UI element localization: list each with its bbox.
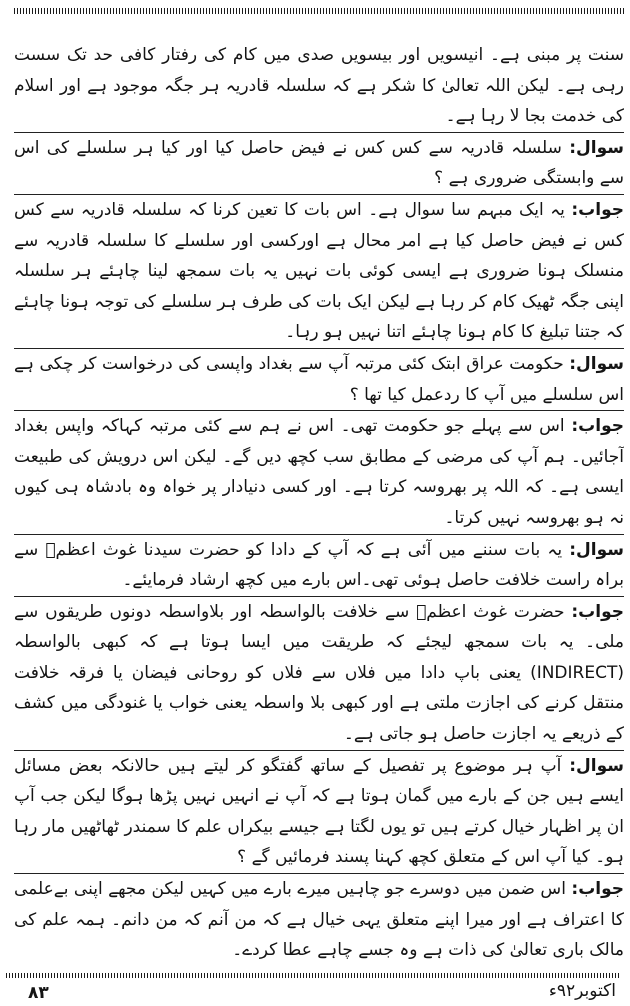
intro-paragraph: سنت پر مبنی ہے۔ انیسویں اور بیسویں صدی میں کام کی رفتار کافی حد تک سست رہی ہے۔ لیکن اللہ تعالیٰ کا شکر ہے کہ سلسلہ قادریہ ہر جگہ موجود ہے اور اسلام کی خدمت بجا لا رہا ہے۔ — [14, 45, 624, 127]
qa-entry — [14, 410, 624, 533]
entry-label: سوال: — [569, 353, 624, 374]
entry-text: حضرت غوث اعظمؒ سے خلافت بالواسطہ اور بلاواسطہ دونوں طریقوں سے ملی۔ یہ بات سمجھ لیجئے کہ طریقت میں ایسا ہوتا ہے کہ کبھی بالواسطہ (INDIRECT) یعنی باپ دادا میں فلاں سے فلاں کو روحانی فیضان یا فرقہ خلافت منتقل کرنے کی اجازت ملتی ہے اور کبھی بلا واسطہ یعنی خواب یا غنودگی میں کشف کے ذریعے یہ اجازت حاصل ہو جاتی ہے۔ — [14, 601, 624, 745]
entry-label: جواب: — [571, 416, 624, 437]
issue-date: اکتوبر۹۲ء — [548, 981, 616, 1001]
entry-text: یہ بات سننے میں آئی ہے کہ آپ کے دادا کو حضرت سیدنا غوث اعظمؒ سے براہ راست خلافت حاصل ہوئی تھی۔اس بارے میں کچھ ارشاد فرمایئے۔ — [14, 539, 624, 591]
entry-label: جواب: — [571, 199, 624, 220]
entry-text: اس سے پہلے جو حکومت تھی۔ اس نے ہم سے کئی مرتبہ کہاکہ واپس بغداد آجائیں۔ ہم آپ کی مرضی کے مطابق سب کچھ دیں گے۔ لیکن اس درویش کی طبیعت ایسی ہے۔ کہ اللہ پر بھروسہ کرتا ہے۔ اور کسی دنیادار پر خواہ وہ بادشاہ ہی کیوں نہ ہو بھروسہ نہیں کرتا۔ — [14, 416, 624, 528]
entry-text: اس ضمن میں دوسرے جو چاہیں میرے بارے میں کہیں لیکن مجھے اپنی بےعلمی کا اعتراف ہے اور میرا اپنے متعلق یہی خیال ہے کہ من آنم کہ من دانم۔ ہمہ علم کی مالک باری تعالیٰ کی ذات ہے وہ جسے چاہے عطا کردے۔ — [14, 879, 624, 961]
entry-label: جواب: — [571, 601, 624, 622]
qa-entry — [14, 596, 624, 750]
page-number: ۸۳ — [28, 983, 49, 1003]
entry-text: یہ ایک مبہم سا سوال ہے۔ اس بات کا تعین کرنا کہ سلسلہ قادریہ سے کس کس نے فیض حاصل کیا ہے امر محال ہے اورکسی اور سلسلے کا سلسلہ قادریہ سے منسلک ہونا ضروری ہے ایسی کوئی بات نہیں یہ بات سمجھ لینا چاہئے ہر سلسلہ اپنی جگہ ٹھیک کام کر رہا ہے لیکن ایک بات کی طرف ہر سلسلے کی توجہ ہونا چاہئے کہ جتنا تبلیغ کا کام ہونا چاہئے اتنا نہیں ہو رہا۔ — [14, 199, 624, 343]
bottom-border-rule — [6, 973, 620, 978]
qa-entry — [14, 194, 624, 348]
entry-label: جواب: — [571, 879, 624, 900]
qa-entry — [14, 534, 624, 596]
entry-text: حکومت عراق ابتک کئی مرتبہ آپ سے بغداد واپسی کی درخواست کر چکی ہے اس سلسلے میں آپ کا ردعمل کیا تھا ؟ — [14, 353, 624, 405]
article-body — [14, 40, 624, 966]
entry-text: سلسلہ قادریہ سے کس کس نے فیض حاصل کیا اور کیا ہر سلسلے کی اس سے وابستگی ضروری ہے ؟ — [14, 137, 624, 189]
entry-label: سوال: — [569, 539, 624, 560]
qa-entry — [14, 348, 624, 410]
entry-label: سوال: — [569, 755, 624, 776]
entry-label: سوال: — [569, 137, 624, 158]
qa-entry — [14, 750, 624, 873]
qa-entry — [14, 873, 624, 966]
qa-entry — [14, 132, 624, 194]
top-border-rule — [14, 8, 624, 14]
entry-text: آپ ہر موضوع پر تفصیل کے ساتھ گفتگو کر لیتے ہیں حالانکہ بعض مسائل ایسے ہیں جن کے بارے میں گمان ہوتا ہے کہ آپ نے انہیں نہیں پڑھا ہوگا لیکن جب آپ ان پر اظہار خیال کرتے ہیں تو یوں لگتا ہے جیسے بیکراں علم کا سمندر ٹھاٹھیں مار رہا ہو۔ کیا آپ اس کے متعلق کچھ کہنا پسند فرمائیں گے ؟ — [14, 755, 624, 868]
